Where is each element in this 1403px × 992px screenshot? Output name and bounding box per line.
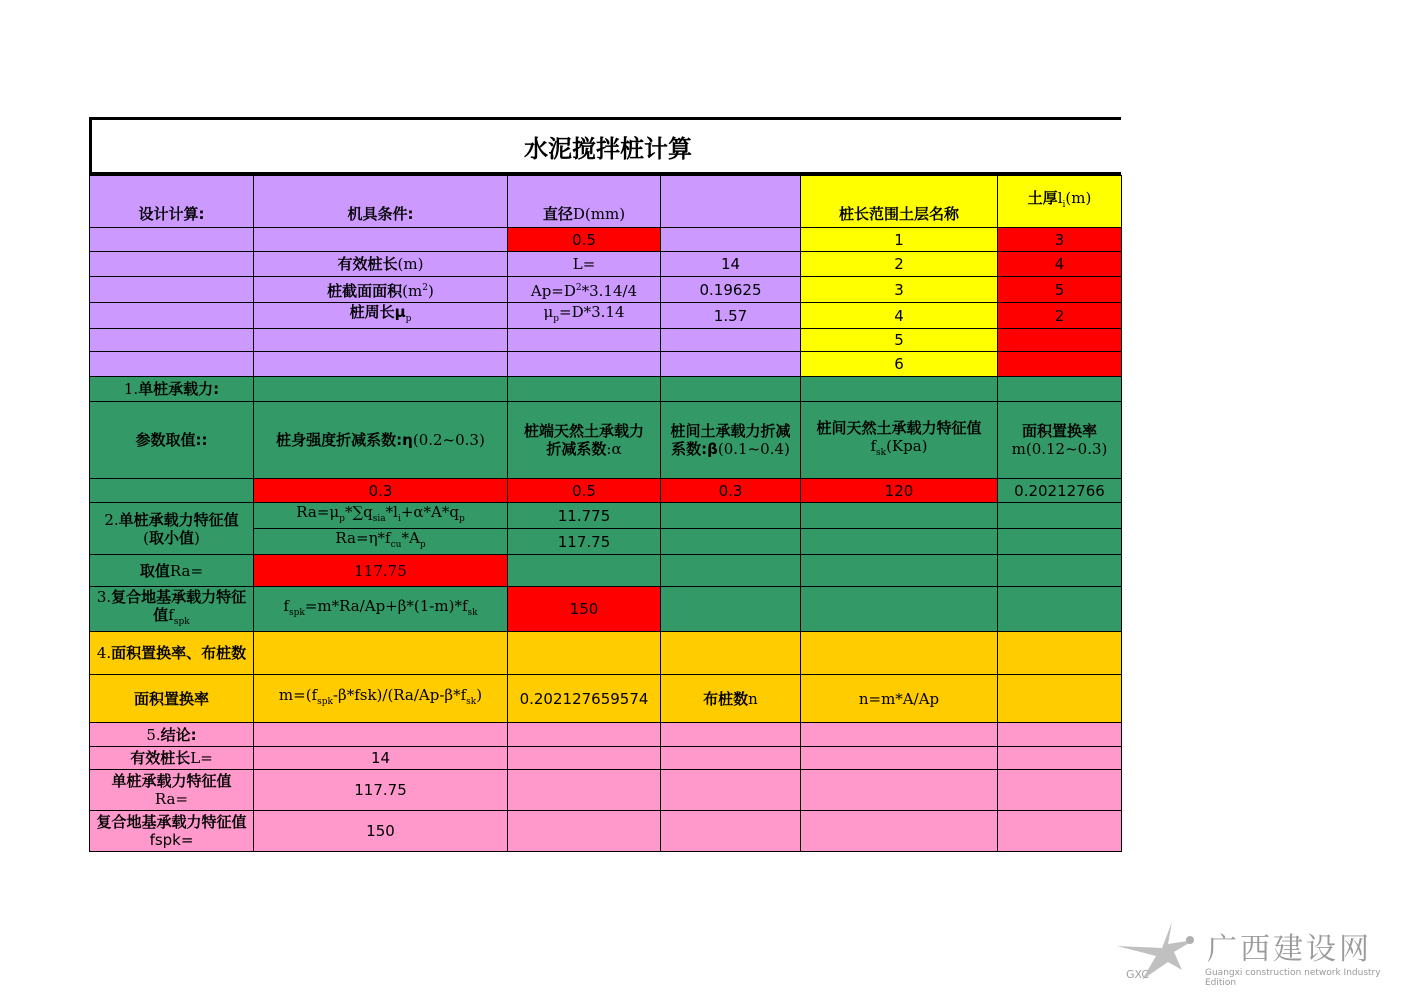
cell-layer-no[interactable]: 1 bbox=[801, 228, 998, 252]
cell-take-value-label[interactable]: 取值Ra= bbox=[90, 555, 254, 587]
cell-empty[interactable] bbox=[508, 747, 661, 770]
cell-empty[interactable] bbox=[508, 377, 661, 402]
cell-empty[interactable] bbox=[661, 811, 801, 852]
cell-empty[interactable] bbox=[998, 632, 1122, 675]
cell-empty[interactable] bbox=[661, 632, 801, 675]
cell-layer-thick[interactable] bbox=[998, 352, 1122, 377]
cell-pile-length-value[interactable]: 14 bbox=[661, 252, 801, 277]
cell-empty[interactable] bbox=[508, 770, 661, 811]
cell-m-formula[interactable]: $m=(f_{spk}-\beta*fsk)/(Ra/Ap-\beta*f_{sk})$ bbox=[254, 675, 508, 723]
cell-empty[interactable] bbox=[90, 228, 254, 252]
cell-layer-no[interactable]: 5 bbox=[801, 329, 998, 352]
cell-layer-thick[interactable]: 5 bbox=[998, 277, 1122, 303]
sheet-title: 水泥搅拌桩计算 bbox=[89, 117, 1121, 175]
cell-perimeter-label[interactable]: 桩周长$\mu_p$ bbox=[254, 303, 508, 329]
cell-empty[interactable] bbox=[661, 555, 801, 587]
cell-area-value[interactable]: 0.19625 bbox=[661, 277, 801, 303]
spreadsheet bbox=[89, 117, 1121, 852]
cell-result-length-value[interactable]: 14 bbox=[254, 747, 508, 770]
cell-empty[interactable] bbox=[801, 555, 998, 587]
cell-empty[interactable] bbox=[508, 555, 661, 587]
cell-empty[interactable] bbox=[661, 770, 801, 811]
cell-empty[interactable] bbox=[90, 329, 254, 352]
cell-fspk-formula[interactable]: $f_{spk}=m*Ra/Ap+\beta*(1-m)*f_{sk}$ bbox=[254, 587, 508, 632]
cell-empty[interactable] bbox=[90, 303, 254, 329]
cell-empty[interactable] bbox=[998, 675, 1122, 723]
cell-empty[interactable] bbox=[998, 811, 1122, 852]
cell-perimeter-formula[interactable]: $\mu_p=D*3.14$ bbox=[508, 303, 661, 329]
cell-result-fspk-value[interactable]: 150 bbox=[254, 811, 508, 852]
cell-empty[interactable] bbox=[508, 723, 661, 747]
cell-empty[interactable] bbox=[661, 723, 801, 747]
cell-result-ra-value[interactable]: 117.75 bbox=[254, 770, 508, 811]
cell-empty[interactable] bbox=[661, 228, 801, 252]
cell-ra-value1[interactable]: 11.775 bbox=[508, 503, 661, 529]
cell-empty[interactable] bbox=[254, 377, 508, 402]
cell-diameter-value[interactable]: 0.5 bbox=[508, 228, 661, 252]
cell-empty[interactable] bbox=[661, 747, 801, 770]
cell-layer-no[interactable]: 3 bbox=[801, 277, 998, 303]
cell-empty[interactable] bbox=[661, 329, 801, 352]
cell-pile-length-formula[interactable]: L= bbox=[508, 252, 661, 277]
cell-beta-value[interactable]: 0.3 bbox=[661, 479, 801, 503]
cell-alpha-value[interactable]: 0.5 bbox=[508, 479, 661, 503]
cell-param-label[interactable]: 参数取值:: bbox=[90, 402, 254, 479]
cell-empty[interactable] bbox=[661, 529, 801, 555]
cell-m-value2[interactable]: 0.202127659574 bbox=[508, 675, 661, 723]
cell-empty[interactable] bbox=[661, 352, 801, 377]
cell-empty[interactable] bbox=[661, 587, 801, 632]
cell-eta-value[interactable]: 0.3 bbox=[254, 479, 508, 503]
cell-empty[interactable] bbox=[801, 529, 998, 555]
calc-table bbox=[89, 175, 1122, 852]
cell-result-ra-label[interactable]: 单桩承载力特征值 Ra= bbox=[90, 770, 254, 811]
cell-empty[interactable] bbox=[801, 587, 998, 632]
cell-empty[interactable] bbox=[801, 747, 998, 770]
cell-empty[interactable] bbox=[998, 529, 1122, 555]
cell-machine-cond[interactable]: 机具条件: bbox=[254, 176, 508, 228]
cell-empty[interactable] bbox=[254, 352, 508, 377]
cell-empty[interactable] bbox=[801, 811, 998, 852]
cell-alpha-label[interactable]: 桩端天然土承载力 折减系数:α bbox=[508, 402, 661, 479]
cell-empty[interactable] bbox=[998, 747, 1122, 770]
cell-empty[interactable] bbox=[90, 352, 254, 377]
cell-empty[interactable] bbox=[254, 228, 508, 252]
cell-layer-thick[interactable]: 2 bbox=[998, 303, 1122, 329]
cell-empty[interactable] bbox=[801, 503, 998, 529]
cell-n-label[interactable]: 布桩数n bbox=[661, 675, 801, 723]
cell-empty[interactable] bbox=[998, 503, 1122, 529]
cell-section3-label[interactable]: 3.复合地基承载力特征值$f_{spk}$ bbox=[90, 587, 254, 632]
cell-section4-label[interactable]: 4.面积置换率、布桩数 bbox=[90, 632, 254, 675]
cell-fspk-value[interactable]: 150 bbox=[508, 587, 661, 632]
cell-empty[interactable] bbox=[998, 770, 1122, 811]
cell-ra-formula2[interactable]: $Ra=\eta*f_{cu}*A_p$ bbox=[254, 529, 508, 555]
cell-layer-no[interactable]: 4 bbox=[801, 303, 998, 329]
cell-empty[interactable] bbox=[661, 503, 801, 529]
cell-layer-thick[interactable] bbox=[998, 329, 1122, 352]
cell-section2-label[interactable]: 2.单桩承载力特征值 (取小值) bbox=[90, 503, 254, 555]
cell-empty[interactable] bbox=[998, 587, 1122, 632]
cell-diameter-header[interactable]: 直径D(mm) bbox=[508, 176, 661, 228]
cell-empty[interactable] bbox=[998, 555, 1122, 587]
cell-empty[interactable] bbox=[90, 277, 254, 303]
cell-empty[interactable] bbox=[801, 770, 998, 811]
cell-fsk-value[interactable]: 120 bbox=[801, 479, 998, 503]
cell-empty[interactable] bbox=[801, 632, 998, 675]
cell-result-length-label[interactable]: 有效桩长L= bbox=[90, 747, 254, 770]
cell-beta-label[interactable]: 桩间土承载力折减 系数:β(0.1~0.4) bbox=[661, 402, 801, 479]
cell-ra-value2[interactable]: 117.75 bbox=[508, 529, 661, 555]
cell-take-value[interactable]: 117.75 bbox=[254, 555, 508, 587]
watermark bbox=[1112, 918, 1392, 988]
cell-empty[interactable] bbox=[508, 632, 661, 675]
cell-m-label2[interactable]: 面积置换率 bbox=[90, 675, 254, 723]
cell-design-calc[interactable]: 设计计算: bbox=[90, 176, 254, 228]
cell-empty[interactable] bbox=[254, 723, 508, 747]
cell-empty[interactable] bbox=[661, 176, 801, 228]
cell-soil-name-header[interactable]: 桩长范围土层名称 bbox=[801, 176, 998, 228]
cell-section5-label[interactable]: 5.结论: bbox=[90, 723, 254, 747]
cell-empty[interactable] bbox=[998, 723, 1122, 747]
cell-result-fspk-label[interactable]: 复合地基承载力特征值fspk= bbox=[90, 811, 254, 852]
cell-empty[interactable] bbox=[801, 377, 998, 402]
cell-pile-length-label[interactable]: 有效桩长(m) bbox=[254, 252, 508, 277]
cell-m-value[interactable]: 0.20212766 bbox=[998, 479, 1122, 503]
watermark-subtext: Guangxi construction network Industry Edition bbox=[1205, 968, 1381, 988]
cell-area-label[interactable]: 桩截面面积$(m^2)$ bbox=[254, 277, 508, 303]
cell-area-formula[interactable]: $Ap=D^2*3.14/4$ bbox=[508, 277, 661, 303]
cell-layer-no[interactable]: 2 bbox=[801, 252, 998, 277]
cell-n-formula[interactable]: n=m*A/Ap bbox=[801, 675, 998, 723]
cell-m-label[interactable]: 面积置换率 m(0.12~0.3) bbox=[998, 402, 1122, 479]
cell-empty[interactable] bbox=[801, 723, 998, 747]
svg-text:GXC: GXC bbox=[1126, 968, 1149, 981]
watermark-text: 广西建设网 bbox=[1207, 932, 1372, 967]
cell-layer-thick[interactable]: 3 bbox=[998, 228, 1122, 252]
cell-empty[interactable] bbox=[998, 377, 1122, 402]
cell-empty[interactable] bbox=[254, 329, 508, 352]
cell-empty[interactable] bbox=[508, 352, 661, 377]
cell-empty[interactable] bbox=[254, 632, 508, 675]
cell-empty[interactable] bbox=[508, 329, 661, 352]
cell-empty[interactable] bbox=[508, 811, 661, 852]
cell-empty[interactable] bbox=[90, 479, 254, 503]
cell-layer-no[interactable]: 6 bbox=[801, 352, 998, 377]
cell-empty[interactable] bbox=[661, 377, 801, 402]
cell-layer-thick[interactable]: 4 bbox=[998, 252, 1122, 277]
cell-perimeter-value[interactable]: 1.57 bbox=[661, 303, 801, 329]
cell-fsk-label[interactable]: 桩间天然土承载力特征值 $f_{sk}(Kpa)$ bbox=[801, 402, 998, 479]
cell-ra-formula1[interactable]: $Ra=\mu_p*\sum q_{sia}*l_i+\alpha*A*q_p$ bbox=[254, 503, 508, 529]
star-logo-icon bbox=[1112, 918, 1207, 984]
cell-section1-label[interactable]: 1.单桩承载力: bbox=[90, 377, 254, 402]
cell-empty[interactable] bbox=[90, 252, 254, 277]
cell-eta-label[interactable]: 桩身强度折减系数:η(0.2~0.3) bbox=[254, 402, 508, 479]
cell-soil-thick-header[interactable]: 土厚$l_i(m)$ bbox=[998, 176, 1122, 228]
